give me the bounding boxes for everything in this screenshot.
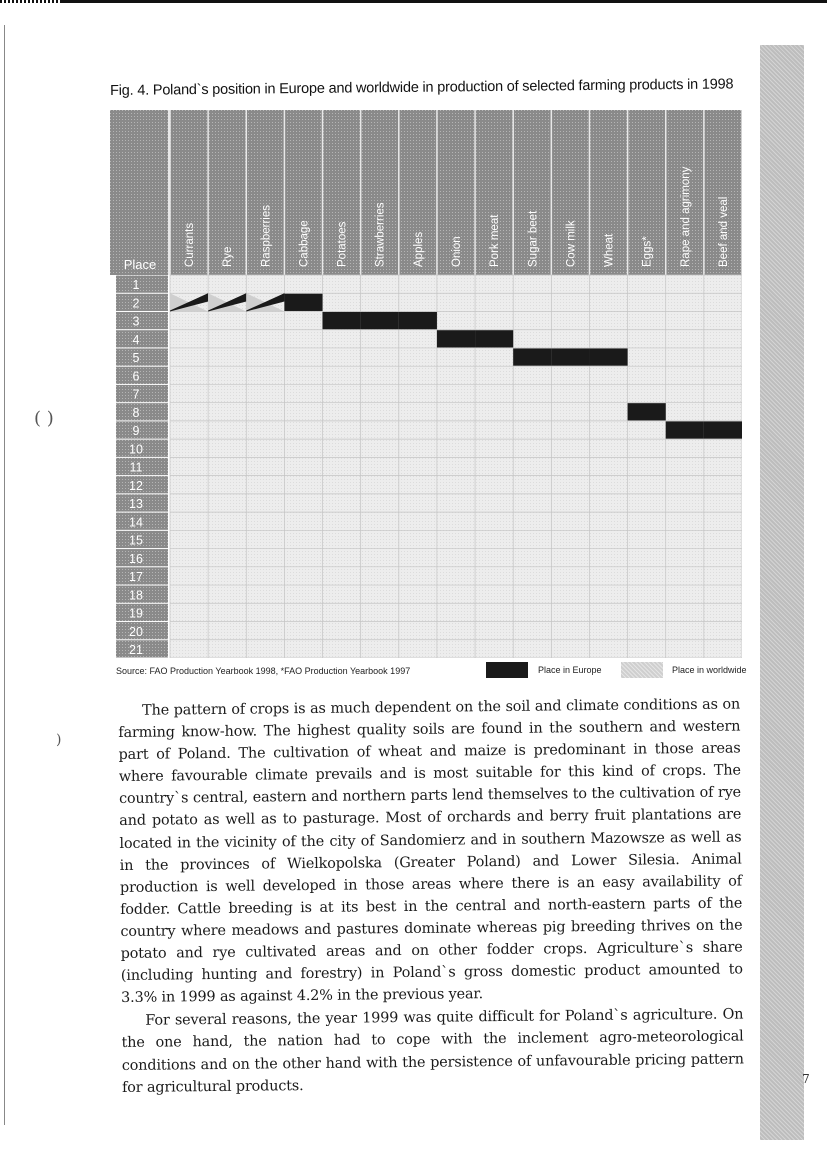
place-label: 18 bbox=[129, 588, 143, 603]
column-header-label: Cow milk bbox=[565, 220, 578, 267]
legend-swatch-europe bbox=[486, 662, 528, 678]
place-label: 3 bbox=[132, 314, 140, 329]
place-cell bbox=[116, 403, 168, 420]
europe-place-mark bbox=[361, 312, 399, 329]
place-label: 7 bbox=[132, 387, 140, 402]
europe-place-mark bbox=[551, 348, 589, 365]
place-label: 17 bbox=[129, 570, 143, 585]
column-header-label: Strawberries bbox=[374, 202, 387, 267]
column-header-label: Rape and agrimony bbox=[679, 166, 692, 267]
place-label: 1 bbox=[132, 278, 140, 293]
paragraph: For several reasons, the year 1999 was quite difficult for Poland`s agriculture. On the one hand, the nation had to cope with the inclement agro-meteorological conditions and on the other hand with the persistence of unfavourable pricing pattern for agricultural products. bbox=[121, 1006, 744, 1096]
figure-source: Source: FAO Production Yearbook 1998, *FAO Production Yearbook 1997 bbox=[116, 666, 411, 676]
place-cell bbox=[116, 385, 168, 402]
top-rule-dots bbox=[0, 0, 60, 3]
page-number: 7 bbox=[802, 1072, 810, 1086]
europe-place-mark bbox=[589, 348, 627, 365]
place-label: 19 bbox=[129, 606, 143, 621]
left-margin-rule bbox=[4, 25, 5, 1125]
place-label: 8 bbox=[132, 405, 140, 420]
body-text bbox=[118, 693, 744, 1098]
place-cell bbox=[116, 312, 168, 329]
column-header-label: Rye bbox=[222, 246, 235, 267]
column-header-label: Beef and veal bbox=[717, 196, 730, 267]
europe-place-mark bbox=[284, 294, 322, 311]
column-header-label: Apples bbox=[412, 231, 425, 267]
paragraph: The pattern of crops is as much dependent on the soil and climate conditions as on farming know-how. The highest quality soils are found in the southern and western part of Poland. The cultivation of wheat and maize is predominant in those areas where favourable climate prevails and is most suitable for this kind of crops. The country`s central, eastern and northern parts lend themselves to the cultivation of rye and potato as well as to pasturage. Most of orchards and berry fruit plantations are located in the vicinity of the city of Sandomierz and in southern Mazowsze as well as in the provinces of Wielkopolska (Greater Poland) and Lower Silesia. Animal production is well developed in those areas where there is an easy availability of fodder. Cattle breeding is at its best in the central and north-eastern parts of the country where meadows and pastures dominate whereas pig breeding thrives on the potato and rye cultivated areas and on other fodder crops. Agriculture`s share (including hunting and forestry) in Poland`s gross domestic product amounted to 3.3% in 1999 as against 4.2% in the previous year. bbox=[118, 696, 743, 1007]
place-cell bbox=[116, 367, 168, 384]
column-header-label: Currants bbox=[184, 222, 197, 267]
legend-label-worldwide: Place in worldwide bbox=[672, 665, 747, 675]
place-label: 20 bbox=[129, 624, 143, 639]
column-header-label: Potatoes bbox=[336, 221, 349, 267]
place-label: 6 bbox=[132, 369, 140, 384]
europe-place-mark bbox=[704, 421, 742, 438]
column-header-label: Onion bbox=[451, 236, 463, 267]
figure-legend bbox=[116, 662, 746, 680]
side-tab-strip bbox=[760, 45, 804, 1140]
place-cell bbox=[116, 348, 168, 365]
place-label: 21 bbox=[129, 643, 143, 657]
column-header-label: Cabbage bbox=[298, 220, 311, 267]
place-cell bbox=[116, 421, 168, 438]
place-label: 9 bbox=[132, 424, 140, 439]
legend-label-europe: Place in Europe bbox=[538, 665, 602, 675]
margin-mark-bracket: ) bbox=[56, 732, 62, 748]
column-header-label: Eggs* bbox=[641, 236, 654, 267]
figure-title: Fig. 4. Poland`s position in Europe and worldwide in production of selected farming products in 1998 bbox=[110, 76, 734, 99]
place-label: 4 bbox=[132, 332, 140, 347]
place-label: 12 bbox=[129, 478, 143, 493]
europe-place-mark bbox=[323, 312, 361, 329]
europe-place-mark bbox=[475, 330, 513, 347]
legend-swatch-worldwide bbox=[621, 662, 663, 678]
place-cell bbox=[116, 294, 168, 311]
europe-place-mark bbox=[628, 403, 666, 420]
europe-place-mark bbox=[513, 348, 551, 365]
column-header-label: Sugar beet bbox=[527, 210, 540, 267]
place-label: 13 bbox=[129, 497, 143, 512]
europe-place-mark bbox=[399, 312, 437, 329]
column-header-label: Pork meat bbox=[489, 214, 502, 267]
place-label: 5 bbox=[132, 351, 140, 366]
column-header-label: Raspberries bbox=[260, 205, 273, 267]
europe-place-mark bbox=[666, 421, 704, 438]
ranking-chart bbox=[110, 110, 742, 658]
place-label: 15 bbox=[129, 533, 143, 548]
column-header-label: Wheat bbox=[603, 233, 616, 267]
place-label: 10 bbox=[129, 442, 143, 457]
top-rule bbox=[0, 0, 827, 3]
place-label: 2 bbox=[132, 296, 140, 311]
place-cell bbox=[116, 276, 168, 293]
place-label: 14 bbox=[129, 515, 143, 530]
place-header-label: Place bbox=[123, 257, 157, 272]
place-cell bbox=[116, 330, 168, 347]
margin-mark-parentheses: ( ) bbox=[34, 408, 54, 429]
place-label: 11 bbox=[129, 460, 143, 475]
europe-place-mark bbox=[437, 330, 475, 347]
place-label: 16 bbox=[129, 551, 143, 566]
